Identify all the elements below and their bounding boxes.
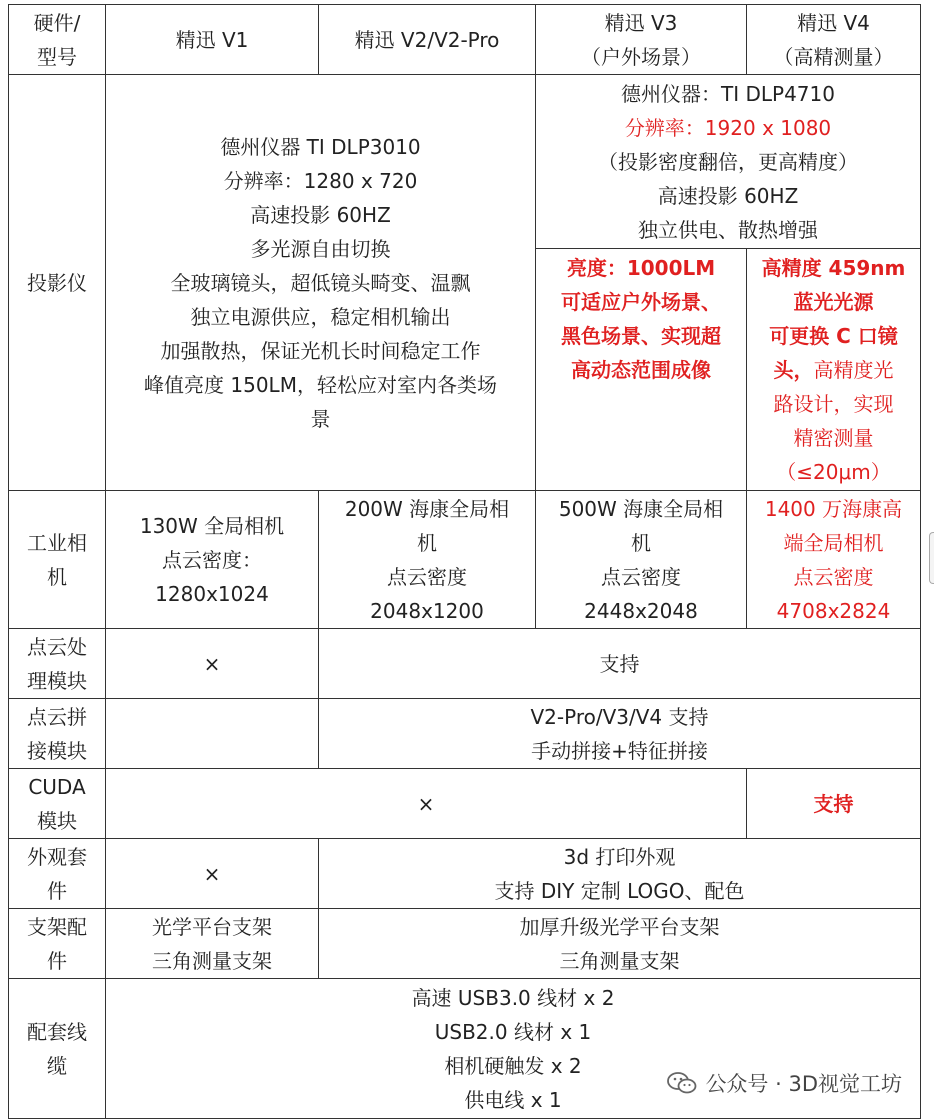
camera-v4-line-2: 端全局相机: [783, 530, 884, 555]
appearance-label-line-1: 外观套: [27, 844, 87, 869]
cables-all-line-2: USB2.0 线材 x 1: [434, 1019, 592, 1044]
side-scroll-tab[interactable]: [929, 532, 934, 584]
pointcloud-processing-v2-v4-line-1: 支持: [599, 651, 640, 676]
pointcloud-processing-v1-line-1: ×: [203, 651, 221, 676]
bracket-v2-v4: [319, 909, 921, 979]
projector-v4-rest-line-3: （≤20μm）: [776, 460, 891, 484]
camera-row: [9, 491, 921, 629]
camera-v3-line-3: 点云密度: [601, 564, 681, 589]
pointcloud-stitching-v2-v4: [319, 699, 921, 769]
cuda-row: [9, 769, 921, 839]
appearance-v1-line-1: ×: [203, 861, 221, 886]
projector-label-line-1: 投影仪: [27, 270, 87, 295]
camera-v3-line-1: 500W 海康全局相: [558, 496, 724, 521]
bracket-row: [9, 909, 921, 979]
camera-v4: [747, 491, 921, 629]
projector-v4-rest: [753, 387, 914, 489]
cuda-v4: [747, 769, 921, 839]
camera-v2: [319, 491, 536, 629]
camera-v3: [536, 491, 747, 629]
projector-v4-bold-line-2: 蓝光光源: [793, 290, 874, 314]
camera-v1-line-1: 130W 全局相机: [139, 513, 285, 538]
header-v4-line-2: （高精测量）: [773, 44, 894, 69]
projector-v3-brightness-line-4: 高动态范围成像: [571, 358, 711, 382]
pointcloud-stitching-label-line-1: 点云拼: [27, 704, 87, 729]
pointcloud-stitching-label: [9, 699, 106, 769]
cuda-v1-v3: [106, 769, 747, 839]
bracket-v1-line-1: 光学平台支架: [152, 914, 272, 939]
projector-v3-v4-rest-line-2: 高速投影 60HZ: [657, 183, 799, 208]
projector-v3-v4: [536, 75, 921, 249]
projector-v4-bold: [753, 251, 914, 353]
projector-v1-v2-line-2: 分辨率：1280 x 720: [223, 168, 418, 193]
projector-v4-bold-line-1: 高精度 459nm: [761, 256, 906, 280]
camera-v2-line-3: 点云密度: [387, 564, 467, 589]
bracket-label-line-2: 件: [47, 948, 67, 973]
projector-v3-v4-rest-line-3: 独立供电、散热增强: [638, 217, 818, 242]
header-v2: [319, 5, 536, 75]
projector-v3-v4-rest: [542, 145, 914, 247]
pointcloud-processing-label-line-2: 理模块: [27, 668, 87, 693]
camera-v4-line-4: 4708x2824: [776, 598, 891, 623]
projector-v4-bold-line-3: 可更换 C 口镜: [769, 324, 898, 348]
header-v3: [536, 5, 747, 75]
cuda-label: [9, 769, 106, 839]
projector-v4-rest-line-1: 路设计，实现: [773, 392, 894, 416]
cuda-label-line-2: 模块: [37, 808, 77, 833]
projector-v4-mixed-line: [753, 353, 914, 387]
bracket-label: [9, 909, 106, 979]
wechat-icon: [667, 1072, 697, 1094]
cuda-v1-v3-line-1: ×: [417, 791, 435, 816]
projector-v1-v2-line-8: 峰值亮度 150LM，轻松应对室内各类场: [144, 372, 497, 397]
header-v4-line-1: 精迅 V4: [797, 10, 870, 35]
header-hardware-model: [9, 5, 106, 75]
projector-v1-v2-line-5: 全玻璃镜头，超低镜头畸变、温飘: [170, 270, 471, 295]
pointcloud-processing-v1: [106, 629, 319, 699]
projector-v1-v2-line-6: 独立电源供应，稳定相机输出: [190, 304, 451, 329]
projector-v4-mixed-normal: 高精度光: [813, 358, 894, 382]
pointcloud-processing-label-line-1: 点云处: [27, 634, 87, 659]
spec-comparison-table: [8, 4, 921, 1119]
camera-v3-line-2: 机: [631, 530, 651, 555]
camera-v2-line-1: 200W 海康全局相: [344, 496, 510, 521]
header-v1: [106, 5, 319, 75]
appearance-v1: [106, 839, 319, 909]
header-hardware-model-line-1: 硬件/: [33, 10, 81, 35]
pointcloud-stitching-row: [9, 699, 921, 769]
camera-label-line-1: 工业相: [27, 530, 87, 555]
header-v2-line-1: 精迅 V2/V2-Pro: [354, 27, 500, 52]
camera-v4-line-1: 1400 万海康高: [764, 496, 903, 521]
pointcloud-processing-row: [9, 629, 921, 699]
projector-v1-v2-line-4: 多光源自由切换: [250, 236, 391, 261]
camera-v1-line-2: 点云密度：: [162, 547, 262, 572]
bracket-v2-v4-line-1: 加厚升级光学平台支架: [519, 914, 720, 939]
appearance-v2-v4: [319, 839, 921, 909]
projector-label: [9, 75, 106, 491]
projector-v3-brightness-line-2: 可适应户外场景、: [561, 290, 721, 314]
projector-v4-light: [747, 249, 921, 491]
camera-label: [9, 491, 106, 629]
pointcloud-stitching-v2-v4-line-1: V2-Pro/V3/V4 支持: [530, 704, 709, 729]
pointcloud-processing-v2-v4: [319, 629, 921, 699]
header-hardware-model-line-2: 型号: [37, 44, 77, 69]
projector-v1-v2-line-7: 加强散热，保证光机长时间稳定工作: [160, 338, 481, 363]
camera-v2-line-4: 2048x1200: [370, 598, 484, 623]
header-v1-line-1: 精迅 V1: [175, 27, 249, 52]
projector-v4-mixed-bold: 头，: [773, 358, 814, 382]
appearance-row: [9, 839, 921, 909]
camera-v1: [106, 491, 319, 629]
bracket-v2-v4-line-2: 三角测量支架: [559, 948, 680, 973]
cables-label-line-2: 缆: [47, 1053, 67, 1078]
camera-v4-line-3: 点云密度: [793, 564, 874, 589]
camera-v3-line-4: 2448x2048: [584, 598, 698, 623]
bracket-v1: [106, 909, 319, 979]
cuda-v4-line-1: 支持: [813, 791, 854, 816]
bracket-label-line-1: 支架配: [27, 914, 87, 939]
projector-v3-brightness: [536, 249, 747, 491]
projector-v1-v2-line-3: 高速投影 60HZ: [250, 202, 391, 227]
projector-v1-v2-line-1: 德州仪器 TI DLP3010: [220, 134, 421, 159]
cables-all-line-4: 供电线 x 1: [464, 1087, 562, 1112]
projector-v3-v4-rest-line-1: （投影密度翻倍，更高精度）: [598, 149, 858, 174]
projector-v3-brightness-line-3: 黑色场景、实现超: [561, 324, 721, 348]
cuda-label-line-1: CUDA: [28, 774, 86, 799]
cables-label: [9, 979, 106, 1119]
header-v3-line-1: 精迅 V3: [604, 10, 678, 35]
pointcloud-stitching-v1: [106, 699, 319, 769]
cables-label-line-1: 配套线: [27, 1019, 87, 1044]
projector-v3-brightness-line-1: 亮度：1000LM: [566, 256, 716, 280]
header-v4: [747, 5, 921, 75]
pointcloud-processing-label: [9, 629, 106, 699]
appearance-label-line-2: 件: [47, 878, 67, 903]
projector-chip: 德州仪器：TI DLP4710: [621, 81, 835, 106]
camera-label-line-2: 机: [47, 564, 67, 589]
appearance-v2-v4-line-2: 支持 DIY 定制 LOGO、配色: [494, 878, 745, 903]
projector-v4-rest-line-2: 精密测量: [793, 426, 874, 450]
appearance-v2-v4-line-1: 3d 打印外观: [563, 844, 676, 869]
watermark-text: 公众号 · 3D视觉工坊: [705, 1072, 902, 1096]
projector-v1-v2-line-9: 景: [310, 406, 331, 431]
watermark: [663, 1066, 906, 1100]
bracket-v1-line-2: 三角测量支架: [152, 948, 272, 973]
camera-v2-line-2: 机: [417, 530, 437, 555]
projector-v1-v2: [106, 75, 536, 491]
cables-all-line-1: 高速 USB3.0 线材 x 2: [411, 985, 615, 1010]
projector-resolution: 分辨率：1920 x 1080: [624, 115, 832, 140]
pointcloud-stitching-label-line-2: 接模块: [27, 738, 87, 763]
camera-v1-line-3: 1280x1024: [155, 581, 269, 606]
header-row: [9, 5, 921, 75]
pointcloud-stitching-v2-v4-line-2: 手动拼接+特征拼接: [531, 738, 708, 763]
projector-row-top: [9, 75, 921, 249]
appearance-label: [9, 839, 106, 909]
header-v3-line-2: （户外场景）: [581, 44, 701, 69]
cables-all-line-3: 相机硬触发 x 2: [444, 1053, 582, 1078]
